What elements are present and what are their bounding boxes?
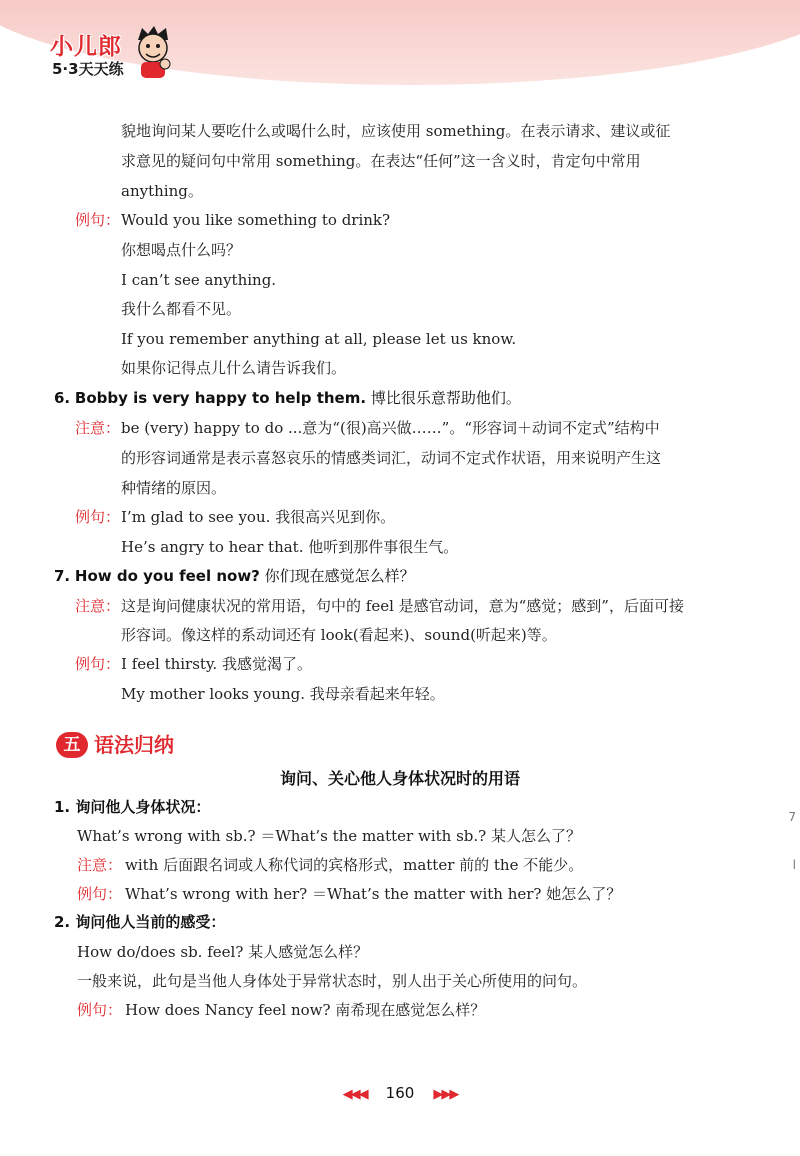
- item-7-chinese: 你们现在感觉怎么样？: [264, 567, 415, 585]
- item-6-chinese: 博比很乐意帮助他们。: [370, 389, 521, 407]
- intro-line-3: anything。: [121, 182, 203, 200]
- example-label: 例句：: [75, 655, 121, 673]
- example-line: 我什么都看不见。: [121, 300, 242, 318]
- note-label: 注意：: [75, 419, 121, 437]
- example-label: 例句：: [75, 508, 121, 526]
- grammar-2-example: How does Nancy feel now? 南希现在感觉怎么样？: [125, 1001, 486, 1019]
- note-line: 的形容词通常是表示喜怒哀乐的情感类词汇，动词不定式作状语，用来说明产生这: [121, 449, 662, 467]
- example-line: If you remember anything at all, please let us know.: [121, 330, 517, 348]
- example-label: 例句：: [75, 211, 121, 229]
- logo-title: 小儿郎: [50, 34, 122, 60]
- example-line: Would you like something to drink?: [121, 211, 391, 229]
- example-line: I feel thirsty. 我感觉渴了。: [121, 655, 312, 673]
- page-number: 160: [385, 1084, 415, 1102]
- left-arrows-icon: ◀◀◀: [342, 1087, 367, 1102]
- example-label: 例句：: [77, 1001, 123, 1019]
- item-6-number: 6.: [54, 389, 71, 407]
- item-7-heading: [54, 566, 415, 586]
- logo-subtitle: 5·3天天练: [52, 60, 124, 78]
- example-line: 你想喝点什么吗？: [121, 241, 242, 259]
- grammar-1-note: with 后面跟名词或人称代词的宾格形式，matter 前的 the 不能少。: [125, 856, 584, 874]
- note-line: 这是询问健康状况的常用语，句中的 feel 是感官动词，意为“感觉；感到”，后面可接: [121, 597, 684, 615]
- item-7-english: How do you feel now?: [74, 567, 260, 585]
- right-arrows-icon: ▶▶▶: [433, 1087, 458, 1102]
- grammar-2-line: 一般来说，此句是当他人身体处于异常状态时，别人出于关心所使用的问句。: [77, 972, 588, 990]
- example-line: I’m glad to see you. 我很高兴见到你。: [121, 508, 396, 526]
- grammar-1-heading: 1. 询问他人身体状况：: [54, 798, 211, 816]
- note-line: be (very) happy to do ...意为“(很)高兴做……”。“形容词＋动词不定式”结构中: [121, 419, 660, 437]
- item-6-english: Bobby is very happy to help them.: [74, 389, 367, 407]
- grammar-2-heading: 2. 询问他人当前的感受：: [54, 913, 226, 931]
- edge-mark: 7: [788, 810, 796, 824]
- note-label: 注意：: [77, 856, 123, 874]
- section-badge: 五: [56, 732, 88, 758]
- note-label: 注意：: [75, 597, 121, 615]
- intro-line-1: 貌地询问某人要吃什么或喝什么时，应该使用 something。在表示请求、建议或征: [121, 122, 671, 140]
- page-footer: [0, 1083, 800, 1102]
- item-7-number: 7.: [54, 567, 71, 585]
- note-line: 形容词。像这样的系动词还有 look(看起来)、sound(听起来)等。: [121, 626, 557, 644]
- section-title: 语法归纳: [94, 733, 174, 757]
- example-line: He’s angry to hear that. 他听到那件事很生气。: [121, 538, 459, 556]
- note-line: 种情绪的原因。: [121, 479, 227, 497]
- intro-line-2: 求意见的疑问句中常用 something。在表达“任何”这一含义时，肯定句中常用: [121, 152, 641, 170]
- mascot-icon: [132, 24, 174, 80]
- grammar-title: 询问、关心他人身体状况时的用语: [279, 769, 520, 788]
- example-line: 如果你记得点儿什么请告诉我们。: [121, 359, 347, 377]
- grammar-1-example: What’s wrong with her? ＝What’s the matter with her? 她怎么了？: [125, 885, 622, 903]
- example-line: I can’t see anything.: [121, 271, 277, 289]
- item-6-heading: [54, 388, 521, 408]
- edge-mark: l: [792, 858, 796, 872]
- page-header: [0, 0, 800, 96]
- grammar-1-line: What’s wrong with sb.? ＝What’s the matter with sb.? 某人怎么了？: [77, 827, 581, 845]
- example-label: 例句：: [77, 885, 123, 903]
- example-line: My mother looks young. 我母亲看起来年轻。: [121, 685, 445, 703]
- grammar-2-line: How do/does sb. feel? 某人感觉怎么样？: [77, 943, 369, 961]
